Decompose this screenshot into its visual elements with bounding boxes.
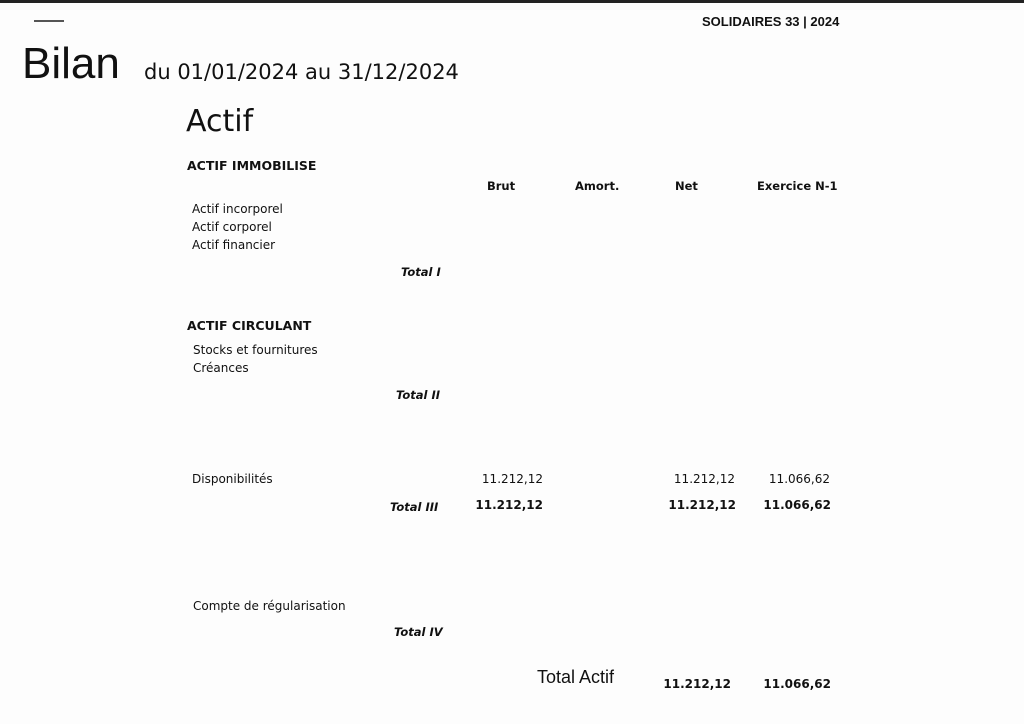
section-title: Actif xyxy=(186,104,254,139)
disponibilites-previous: 11.066,62 xyxy=(768,472,830,486)
column-header-brut: Brut xyxy=(487,179,516,193)
total-ii-label: Total II xyxy=(396,388,441,402)
row-label-disponibilites: Disponibilités xyxy=(192,472,273,486)
scan-mark xyxy=(34,20,64,22)
total-iii-previous: 11.066,62 xyxy=(763,498,831,512)
row-label: Créances xyxy=(193,361,249,375)
total-i-label: Total I xyxy=(401,265,441,279)
disponibilites-net: 11.212,12 xyxy=(673,472,735,486)
page-title: Bilan xyxy=(22,39,120,88)
total-iii-brut: 11.212,12 xyxy=(475,498,543,512)
total-actif-label: Total Actif xyxy=(537,667,615,687)
group-heading-immobilise: ACTIF IMMOBILISE xyxy=(187,158,317,173)
disponibilites-brut: 11.212,12 xyxy=(481,472,543,486)
row-label: Actif incorporel xyxy=(192,202,283,216)
row-label: Stocks et fournitures xyxy=(193,343,318,357)
column-header-previous: Exercice N-1 xyxy=(757,179,838,193)
total-iii-net: 11.212,12 xyxy=(668,498,736,512)
column-header-amort: Amort. xyxy=(575,179,620,193)
row-label: Actif financier xyxy=(192,238,276,252)
column-header-net: Net xyxy=(675,179,698,193)
row-label: Actif corporel xyxy=(192,220,272,234)
period-label: du 01/01/2024 au 31/12/2024 xyxy=(144,60,459,84)
total-iii-label: Total III xyxy=(390,500,439,514)
row-label-regularisation: Compte de régularisation xyxy=(193,599,346,613)
top-border xyxy=(0,0,1024,3)
header-org: SOLIDAIRES 33 | 2024 xyxy=(702,14,840,29)
group-heading-circulant: ACTIF CIRCULANT xyxy=(187,318,312,333)
total-actif-net: 11.212,12 xyxy=(663,677,731,691)
total-actif-previous: 11.066,62 xyxy=(763,677,831,691)
total-iv-label: Total IV xyxy=(394,625,443,639)
